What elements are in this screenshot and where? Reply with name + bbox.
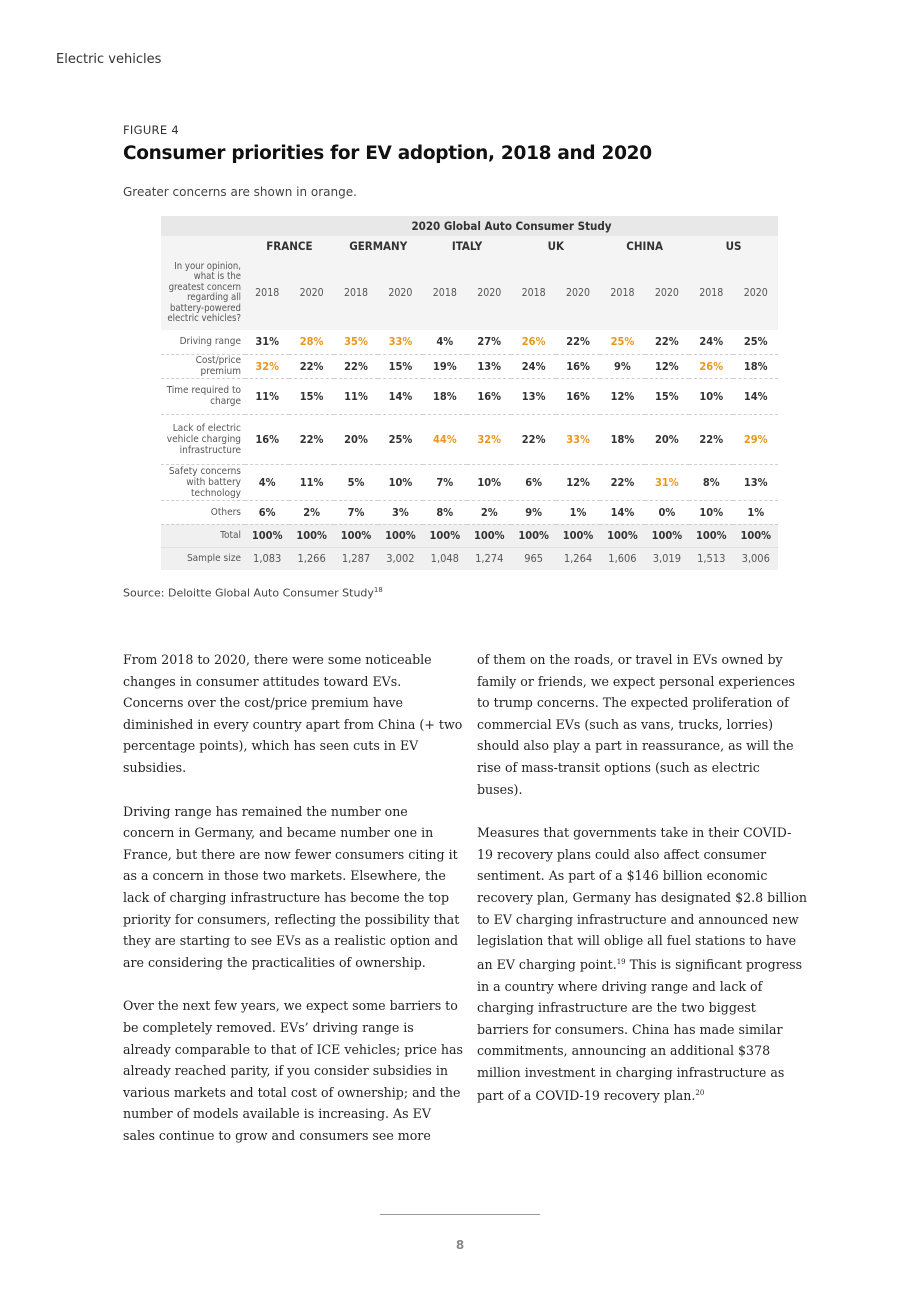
table-cell: 8% <box>689 464 733 500</box>
country-uk: UK <box>511 236 600 256</box>
table-cell: 1,048 <box>423 547 467 570</box>
table-row <box>161 464 778 500</box>
table-cell: 2% <box>289 500 333 524</box>
year-header: 2018 <box>423 256 467 330</box>
country-france: FRANCE <box>245 236 334 256</box>
table-cell: 100% <box>334 524 378 547</box>
body-paragraph: From 2018 to 2020, there were some noticeable changes in consumer attitudes toward EVs. Concerns over the cost/price premium have diminished in every country apart from China (+ two percentage points), which has seen cuts in EV subsidies. <box>123 652 463 775</box>
table-cell: 22% <box>689 414 733 464</box>
table-cell: 5% <box>334 464 378 500</box>
table-cell: 8% <box>423 500 467 524</box>
row-label: Total <box>161 524 245 547</box>
table-cell: 100% <box>600 524 644 547</box>
table-row <box>161 354 778 378</box>
table-cell: 9% <box>600 354 644 378</box>
year-header: 2020 <box>556 256 600 330</box>
row-label: Cost/price premium <box>161 354 245 378</box>
table-cell: 10% <box>689 500 733 524</box>
table-cell: 12% <box>556 464 600 500</box>
body-text: This is significant progress in a country where driving range and lack of charging infrastructure are the two biggest barriers for consumers. China has made similar commitments, announcing an additional $378 million investment in charging infrastructure as part of a COVID-19 recovery plan. <box>477 956 803 1104</box>
table-cell: 20% <box>645 414 689 464</box>
table-cell: 13% <box>511 378 555 414</box>
table-cell: 33% <box>378 330 422 354</box>
table-cell: 25% <box>378 414 422 464</box>
table-cell: 32% <box>467 414 511 464</box>
table-cell: 3,006 <box>733 547 778 570</box>
table-cell: 2% <box>467 500 511 524</box>
footnote-ref: 20 <box>695 1089 705 1098</box>
table-row <box>161 378 778 414</box>
table-cell: 26% <box>689 354 733 378</box>
table-cell: 15% <box>289 378 333 414</box>
table-cell: 29% <box>733 414 778 464</box>
table-cell: 11% <box>289 464 333 500</box>
table-cell: 22% <box>511 414 555 464</box>
table-cell: 10% <box>378 464 422 500</box>
figure-subtitle: Greater concerns are shown in orange. <box>123 185 357 199</box>
table-cell: 1,083 <box>245 547 289 570</box>
table-cell: 12% <box>645 354 689 378</box>
table-cell: 22% <box>289 414 333 464</box>
table-cell: 15% <box>645 378 689 414</box>
year-header: 2020 <box>467 256 511 330</box>
body-text: Measures that governments take in their COVID-19 recovery plans could also affect consumer sentiment. As part of a $146 billion economic recovery plan, Germany has designated $2.8 billion to EV charging infrastructure and announced new legislation that will oblige all fuel stations to have an EV charging point. <box>477 825 808 972</box>
table-cell: 22% <box>600 464 644 500</box>
table-cell: 32% <box>245 354 289 378</box>
footnote-ref: 19 <box>616 957 626 966</box>
table-cell: 10% <box>689 378 733 414</box>
row-label: Sample size <box>161 547 245 570</box>
table-cell: 13% <box>467 354 511 378</box>
concerns-table <box>161 216 778 570</box>
table-cell: 4% <box>423 330 467 354</box>
study-title: 2020 Global Auto Consumer Study <box>245 216 778 236</box>
table-cell: 1,274 <box>467 547 511 570</box>
table-cell: 100% <box>511 524 555 547</box>
question-label: In your opinion, what is the greatest concern regarding all battery-powered electric vehicles? <box>161 256 245 330</box>
table-cell: 18% <box>423 378 467 414</box>
table-cell: 22% <box>645 330 689 354</box>
table-cell: 31% <box>645 464 689 500</box>
table-cell: 965 <box>511 547 555 570</box>
table-cell: 28% <box>289 330 333 354</box>
table-cell: 100% <box>689 524 733 547</box>
body-column-right <box>477 649 807 1129</box>
table-cell: 9% <box>511 500 555 524</box>
table-cell: 19% <box>423 354 467 378</box>
table-cell: 100% <box>289 524 333 547</box>
concerns-table-wrapper <box>161 216 778 570</box>
table-cell: 24% <box>511 354 555 378</box>
table-cell: 35% <box>334 330 378 354</box>
table-cell: 100% <box>733 524 778 547</box>
table-cell: 11% <box>245 378 289 414</box>
year-header: 2020 <box>378 256 422 330</box>
table-cell: 1,606 <box>600 547 644 570</box>
total-row <box>161 524 778 547</box>
body-paragraph <box>477 822 807 1107</box>
country-china: CHINA <box>600 236 689 256</box>
table-cell: 3% <box>378 500 422 524</box>
table-cell: 16% <box>245 414 289 464</box>
country-us: US <box>689 236 778 256</box>
table-cell: 22% <box>334 354 378 378</box>
year-header: 2020 <box>733 256 778 330</box>
table-cell: 25% <box>733 330 778 354</box>
question-year-row <box>161 256 778 330</box>
table-cell: 44% <box>423 414 467 464</box>
source-note <box>123 586 383 600</box>
table-cell: 18% <box>733 354 778 378</box>
table-cell: 12% <box>600 378 644 414</box>
table-cell: 31% <box>245 330 289 354</box>
table-cell: 14% <box>378 378 422 414</box>
table-cell: 14% <box>733 378 778 414</box>
table-cell: 7% <box>334 500 378 524</box>
country-header-row <box>161 236 778 256</box>
table-cell: 100% <box>423 524 467 547</box>
body-paragraph: Driving range has remained the number one concern in Germany, and became number one in France, but there are now fewer consumers citing it as a concern in those two markets. Elsewhere, the lack of charging infrastructure has become the top priority for consumers, reflecting the possibility that they are starting to see EVs as a realistic option and are considering the practicalities of ownership. <box>123 803 460 970</box>
table-cell: 100% <box>467 524 511 547</box>
row-label: Others <box>161 500 245 524</box>
year-header: 2018 <box>600 256 644 330</box>
row-label: Safety concerns with battery technology <box>161 464 245 500</box>
footer-rule <box>380 1214 540 1215</box>
study-header-row <box>161 216 778 236</box>
table-cell: 1,513 <box>689 547 733 570</box>
table-cell: 18% <box>600 414 644 464</box>
running-head: Electric vehicles <box>56 52 162 67</box>
table-cell: 6% <box>245 500 289 524</box>
body-paragraph: Over the next few years, we expect some barriers to be completely removed. EVs’ driving range is already comparable to that of ICE vehicles; price has already reached parity, if you consider subsidies in various markets and total cost of ownership; and the number of models available is increasing. As EV sales continue to grow and consumers see more <box>123 998 464 1143</box>
source-text: Source: Deloitte Global Auto Consumer Study <box>123 586 374 600</box>
row-label: Driving range <box>161 330 245 354</box>
table-cell: 3,019 <box>645 547 689 570</box>
table-cell: 100% <box>556 524 600 547</box>
body-paragraph: of them on the roads, or travel in EVs owned by family or friends, we expect personal experiences to trump concerns. The expected proliferation of commercial EVs (such as vans, trucks, lorries) should also play a part in reassurance, as will the rise of mass-transit options (such as electric buses). <box>477 652 795 797</box>
table-cell: 14% <box>600 500 644 524</box>
table-cell: 16% <box>556 354 600 378</box>
table-cell: 16% <box>467 378 511 414</box>
table-cell: 100% <box>378 524 422 547</box>
table-cell: 24% <box>689 330 733 354</box>
page-number: 8 <box>455 1238 465 1252</box>
table-cell: 100% <box>245 524 289 547</box>
table-cell: 27% <box>467 330 511 354</box>
table-cell: 11% <box>334 378 378 414</box>
table-cell: 13% <box>733 464 778 500</box>
table-cell: 26% <box>511 330 555 354</box>
table-cell: 10% <box>467 464 511 500</box>
table-cell: 15% <box>378 354 422 378</box>
year-header: 2018 <box>334 256 378 330</box>
table-cell: 4% <box>245 464 289 500</box>
figure-title: Consumer priorities for EV adoption, 2018 and 2020 <box>123 143 652 164</box>
year-header: 2018 <box>511 256 555 330</box>
table-cell: 1% <box>556 500 600 524</box>
table-cell: 22% <box>556 330 600 354</box>
table-cell: 1% <box>733 500 778 524</box>
sample-row <box>161 547 778 570</box>
table-cell: 6% <box>511 464 555 500</box>
table-row <box>161 500 778 524</box>
table-cell: 1,287 <box>334 547 378 570</box>
table-cell: 3,002 <box>378 547 422 570</box>
row-label: Time required to charge <box>161 378 245 414</box>
table-cell: 25% <box>600 330 644 354</box>
figure-label: FIGURE 4 <box>123 123 179 137</box>
table-cell: 20% <box>334 414 378 464</box>
year-header: 2020 <box>289 256 333 330</box>
table-cell: 7% <box>423 464 467 500</box>
table-cell: 1,266 <box>289 547 333 570</box>
row-label: Lack of electric vehicle charging infrastructure <box>161 414 245 464</box>
table-cell: 1,264 <box>556 547 600 570</box>
table-cell: 22% <box>289 354 333 378</box>
year-header: 2018 <box>245 256 289 330</box>
table-cell: 0% <box>645 500 689 524</box>
table-row <box>161 330 778 354</box>
body-column-left <box>123 649 463 1168</box>
table-cell: 33% <box>556 414 600 464</box>
year-header: 2020 <box>645 256 689 330</box>
country-germany: GERMANY <box>334 236 423 256</box>
country-italy: ITALY <box>423 236 512 256</box>
table-row <box>161 414 778 464</box>
table-cell: 100% <box>645 524 689 547</box>
table-cell: 16% <box>556 378 600 414</box>
year-header: 2018 <box>689 256 733 330</box>
source-ref: 18 <box>373 586 383 594</box>
